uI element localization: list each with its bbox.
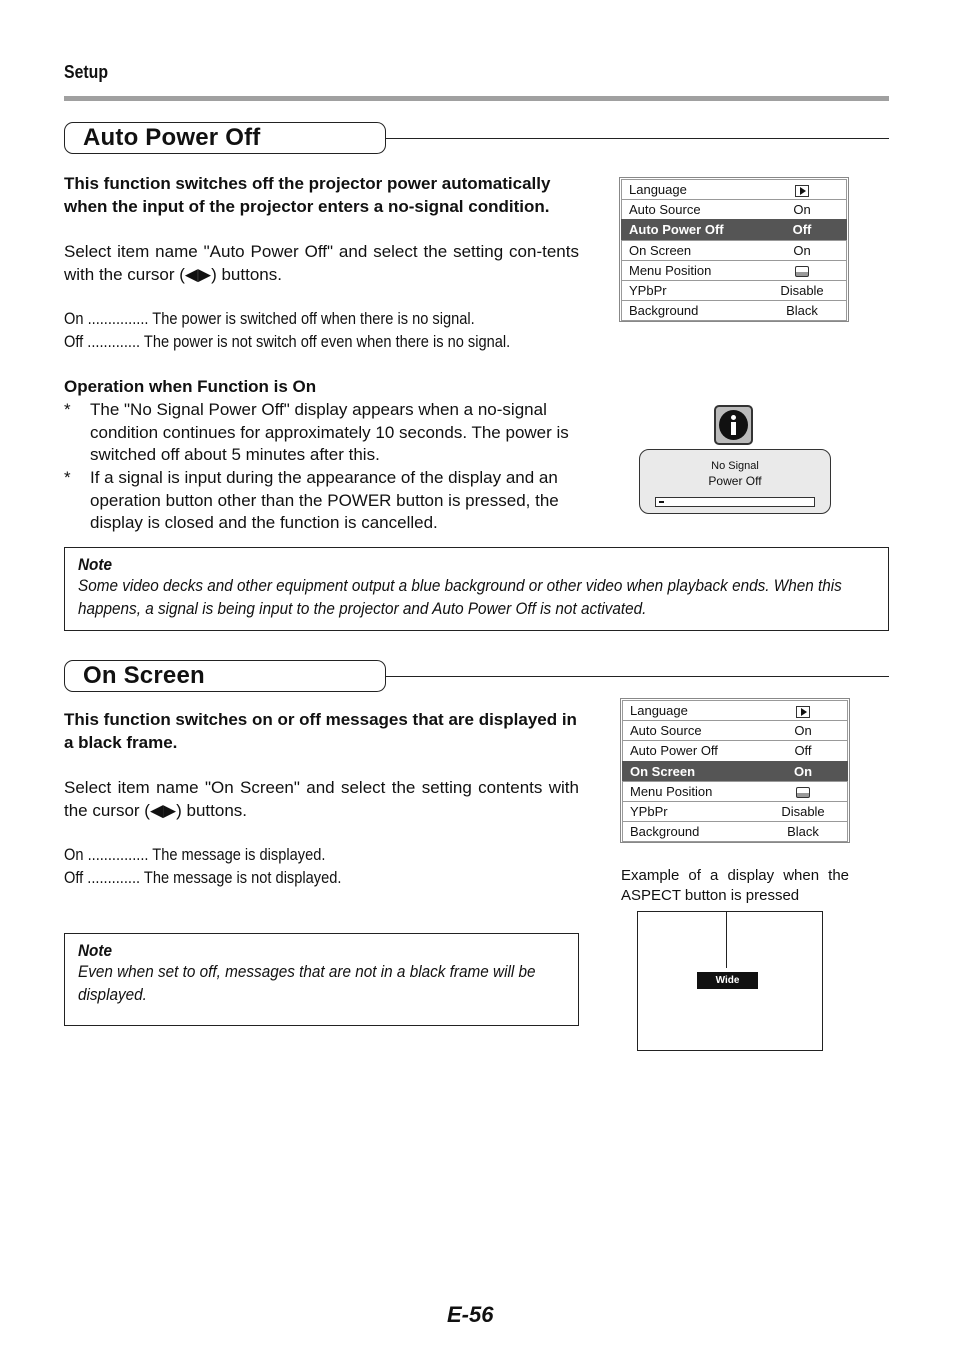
option-label: Off ............. bbox=[64, 868, 141, 887]
option-desc: The power is switched off when there is no signal. bbox=[152, 309, 475, 328]
on-screen-note bbox=[64, 933, 579, 1026]
bullet-item: * The "No Signal Power Off" display appears when a no-signal condition continues for approximately 10 seconds. The power is switched off about 5 minutes after this. bbox=[64, 399, 579, 467]
option-label: On ............... bbox=[64, 845, 149, 864]
auto-power-off-option-on bbox=[64, 307, 475, 330]
auto-power-off-menu bbox=[619, 177, 849, 322]
menu-row-language: Language bbox=[621, 179, 847, 200]
on-screen-title-box bbox=[64, 660, 386, 692]
menu-position-icon bbox=[796, 787, 810, 798]
aspect-example-frame bbox=[637, 911, 823, 1051]
note-text: Even when set to off, messages that are not in a black frame will be displayed. bbox=[78, 962, 536, 1004]
auto-power-off-title-box bbox=[64, 122, 386, 154]
auto-power-off-intro: This function switches off the projector power automatically when the input of the projector enters a no-signal condition. bbox=[64, 174, 551, 216]
menu-row-auto-power-off: Auto Power Off Off bbox=[621, 219, 847, 240]
menu-row-background: Background Black bbox=[621, 300, 847, 321]
menu-row-menu-position: Menu Position bbox=[621, 260, 847, 281]
auto-power-off-select-text: Select item name "Auto Power Off" and select the setting con-tents with the cursor (◀▶) buttons. bbox=[64, 242, 579, 284]
note-text: Some video decks and other equipment output a blue background or other video when playback ends. When this happens, a signal is being input to the projector and Auto Power Off is not activated. bbox=[78, 576, 842, 618]
auto-power-off-option-off bbox=[64, 330, 510, 353]
no-signal-line2: Power Off bbox=[708, 474, 762, 488]
info-icon bbox=[714, 405, 753, 445]
menu-row-ypbpr: YPbPr Disable bbox=[621, 280, 847, 301]
aspect-pointer-line bbox=[726, 912, 727, 968]
auto-power-off-note bbox=[64, 547, 889, 631]
menu-row-auto-source: Auto Source On bbox=[622, 720, 848, 741]
bullet-text: The "No Signal Power Off" display appears when a no-signal condition continues for approximately 10 seconds. The power is switched off about 5 minutes after this. bbox=[90, 400, 569, 465]
menu-position-icon bbox=[795, 266, 809, 277]
menu-row-on-screen: On Screen On bbox=[622, 761, 848, 782]
operation-heading: Operation when Function is On bbox=[64, 377, 317, 396]
aspect-example-caption: Example of a display when the ASPECT button is pressed bbox=[621, 867, 849, 904]
on-screen-select-text: Select item name "On Screen" and select the setting contents with the cursor (◀▶) buttons. bbox=[64, 778, 579, 820]
menu-row-ypbpr: YPbPr Disable bbox=[622, 801, 848, 822]
option-desc: The message is not displayed. bbox=[143, 868, 342, 887]
option-desc: The power is not switch off even when there is no signal. bbox=[143, 332, 511, 351]
bullet-item: * If a signal is input during the appearance of the display and an operation button other than the POWER button is pressed, the display is closed and the function is cancelled. bbox=[64, 467, 579, 535]
right-arrow-icon bbox=[795, 185, 809, 197]
option-label: On ............... bbox=[64, 309, 149, 328]
menu-row-auto-source: Auto Source On bbox=[621, 199, 847, 220]
no-signal-display bbox=[639, 449, 831, 514]
menu-row-language: Language bbox=[622, 700, 848, 721]
note-title: Note bbox=[78, 941, 113, 960]
right-arrow-icon bbox=[796, 706, 810, 718]
menu-row-on-screen: On Screen On bbox=[621, 240, 847, 261]
menu-row-auto-power-off: Auto Power Off Off bbox=[622, 740, 848, 761]
on-screen-option-on bbox=[64, 843, 325, 866]
page-number: E-56 bbox=[447, 1302, 494, 1327]
note-title: Note bbox=[78, 555, 113, 574]
no-signal-progress-bar bbox=[655, 497, 815, 507]
option-label: Off ............. bbox=[64, 332, 141, 351]
auto-power-off-title-line bbox=[386, 138, 889, 139]
on-screen-intro: This function switches on or off messages that are displayed in a black frame. bbox=[64, 710, 577, 752]
on-screen-menu bbox=[620, 698, 850, 843]
menu-row-background: Background Black bbox=[622, 821, 848, 842]
menu-row-menu-position: Menu Position bbox=[622, 781, 848, 802]
on-screen-option-off bbox=[64, 866, 341, 889]
no-signal-line1: No Signal bbox=[711, 460, 759, 472]
bullet-text: If a signal is input during the appearance of the display and an operation button other than the POWER button is pressed, the display is closed and the function is cancelled. bbox=[90, 468, 559, 533]
header-section-label: Setup bbox=[64, 62, 109, 82]
option-desc: The message is displayed. bbox=[152, 845, 326, 864]
auto-power-off-title: Auto Power Off bbox=[83, 124, 261, 151]
header-rule bbox=[64, 96, 889, 101]
aspect-wide-label: Wide bbox=[697, 972, 758, 989]
on-screen-title: On Screen bbox=[83, 662, 205, 689]
on-screen-title-line bbox=[386, 676, 889, 677]
